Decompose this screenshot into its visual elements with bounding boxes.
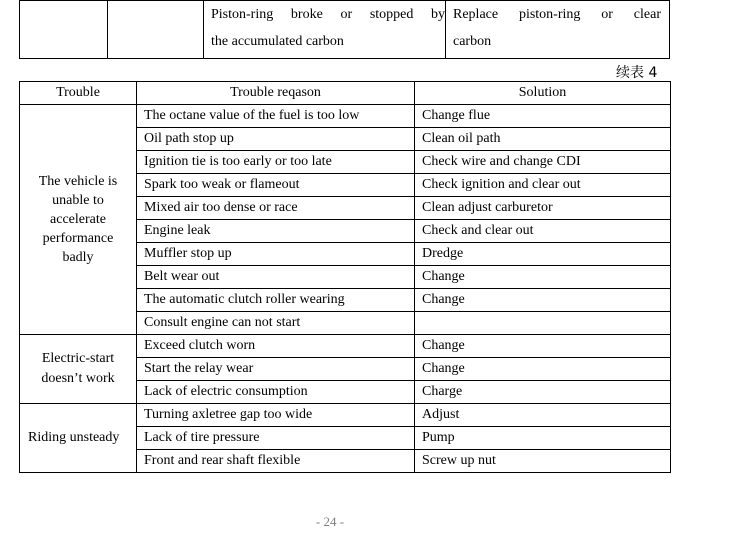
table-row — [20, 335, 671, 358]
word: Replace — [453, 7, 499, 22]
table-row — [20, 105, 671, 128]
table-row — [20, 404, 671, 427]
empty-cell — [20, 1, 108, 59]
reason-cell: Turning axletree gap too wide — [137, 404, 415, 427]
solution-line-2: carbon — [453, 34, 492, 49]
word: or — [340, 7, 353, 22]
reason-cell: Ignition tie is too early or too late — [137, 151, 415, 174]
trouble-cell: Riding unsteady — [20, 404, 137, 473]
reason-line-1 — [211, 1, 445, 28]
reason-cell: Consult engine can not start — [137, 312, 415, 335]
continuation-label: 续表 4 — [616, 65, 658, 81]
reason-cell: Start the relay wear — [137, 358, 415, 381]
header-reason: Trouble reqason — [137, 82, 415, 105]
solution-cell: Clean oil path — [415, 128, 671, 151]
reason-cell: The octane value of the fuel is too low — [137, 105, 415, 128]
table-row — [20, 1, 670, 59]
reason-cell: Front and rear shaft flexible — [137, 450, 415, 473]
reason-cell: Engine leak — [137, 220, 415, 243]
reason-cell: Oil path stop up — [137, 128, 415, 151]
reason-cell: Muffler stop up — [137, 243, 415, 266]
solution-cell: Change — [415, 358, 671, 381]
solution-cell: Change — [415, 289, 671, 312]
header-trouble: Trouble — [20, 82, 137, 105]
reason-cell — [204, 1, 446, 59]
trouble-cell: The vehicle is unable to accelerate performance badly — [20, 105, 137, 335]
solution-cell: Pump — [415, 427, 671, 450]
reason-cell: Spark too weak or flameout — [137, 174, 415, 197]
solution-cell — [446, 1, 670, 59]
solution-cell — [415, 312, 671, 335]
page-number: - 24 - — [315, 514, 345, 529]
solution-cell: Charge — [415, 381, 671, 404]
word: broke — [290, 7, 323, 22]
continued-table — [19, 0, 670, 59]
solution-line-1 — [453, 1, 661, 28]
reason-cell: Belt wear out — [137, 266, 415, 289]
reason-cell: Mixed air too dense or race — [137, 197, 415, 220]
reason-line-2: the accumulated carbon — [211, 34, 344, 49]
reason-cell: Lack of tire pressure — [137, 427, 415, 450]
solution-cell: Change — [415, 335, 671, 358]
word: or — [601, 7, 613, 22]
solution-cell: Check and clear out — [415, 220, 671, 243]
word: clear — [633, 7, 661, 22]
solution-cell: Change flue — [415, 105, 671, 128]
solution-cell: Adjust — [415, 404, 671, 427]
word: piston-ring — [518, 7, 581, 22]
solution-cell: Check ignition and clear out — [415, 174, 671, 197]
solution-cell: Dredge — [415, 243, 671, 266]
trouble-table — [19, 81, 671, 473]
reason-cell: The automatic clutch roller wearing — [137, 289, 415, 312]
solution-cell: Clean adjust carburetor — [415, 197, 671, 220]
word: stopped — [369, 7, 414, 22]
word: Piston-ring — [211, 7, 274, 22]
empty-cell — [108, 1, 204, 59]
word: by — [431, 7, 446, 22]
header-row — [20, 82, 671, 105]
reason-cell: Exceed clutch worn — [137, 335, 415, 358]
solution-cell: Change — [415, 266, 671, 289]
solution-cell: Screw up nut — [415, 450, 671, 473]
header-solution: Solution — [415, 82, 671, 105]
trouble-cell: Electric-start doesn’t work — [20, 335, 137, 404]
solution-cell: Check wire and change CDI — [415, 151, 671, 174]
reason-cell: Lack of electric consumption — [137, 381, 415, 404]
